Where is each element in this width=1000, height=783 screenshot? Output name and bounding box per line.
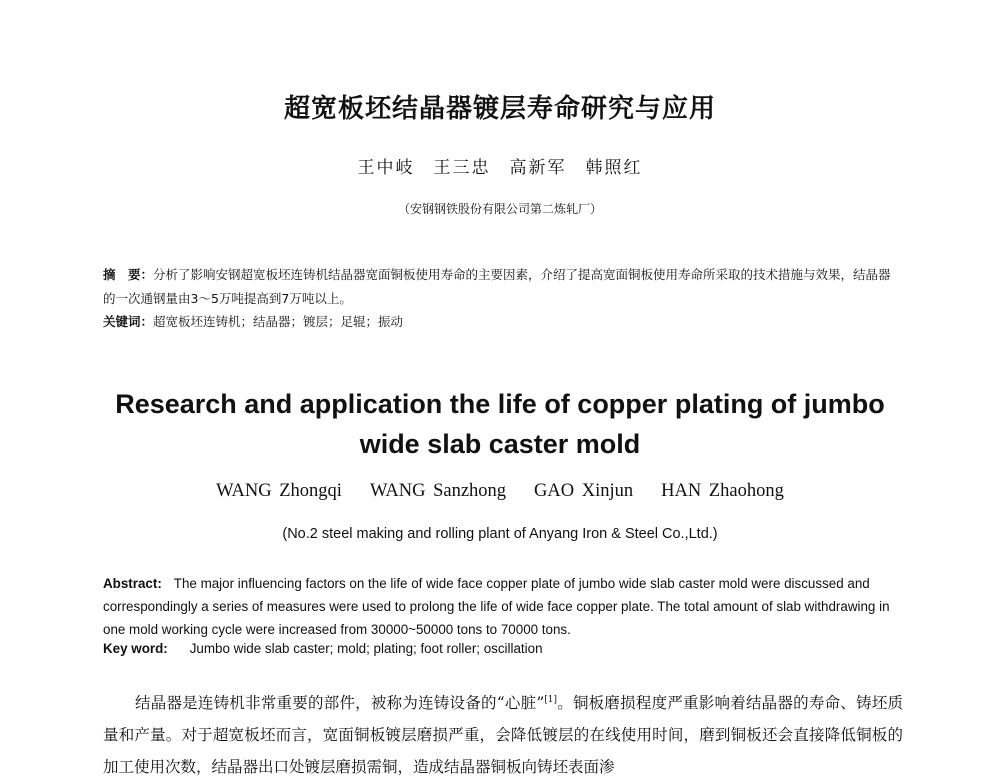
author-name: WANG Sanzhong (369, 481, 507, 501)
english-keywords-text: Jumbo wide slab caster; mold; plating; foot roller; oscillation (189, 641, 543, 656)
chinese-abstract-label: 摘 要： (103, 267, 154, 282)
author-name: HAN Zhaohong (661, 481, 784, 501)
chinese-affiliation: （安钢钢铁股份有限公司第二炼轧厂） (397, 202, 602, 216)
author-name: GAO Xinjun (534, 481, 634, 501)
body-text-start: 结晶器是连铸机非常重要的部件，被称为连铸设备的“心脏” (135, 694, 545, 713)
chinese-abstract (103, 263, 903, 311)
english-title: Research and application the life of copper plating of jumbo wide slab caster mold (115, 389, 885, 459)
chinese-keywords-label: 关键词： (103, 314, 154, 329)
author-name: WANG Zhongqi (216, 481, 342, 501)
english-abstract-label: Abstract: (103, 576, 162, 591)
chinese-title: 超宽板坯结晶器镀层寿命研究与应用 (283, 94, 716, 124)
chinese-keywords-text: 超宽板坯连铸机；结晶器；镀层；足辊；振动 (153, 314, 404, 329)
english-keywords-label: Key word: (103, 641, 168, 656)
chinese-authors: 王中岐 王三忠 高新军 韩照红 (357, 158, 643, 178)
english-abstract-text: The major influencing factors on the life of wide face copper plate of jumbo wide slab caster mold were discussed and correspondingly a series of measures were used to prolong the life of wide face copper plate. The total amount of slab withdrawing in one mold working cycle were increased from 30000~50000 tons to 70000 tons. (103, 576, 890, 637)
english-authors (0, 481, 1000, 502)
english-keywords (103, 641, 903, 656)
body-paragraph (103, 684, 903, 783)
citation-marker[interactable]: [1] (544, 695, 557, 705)
chinese-keywords (103, 312, 903, 330)
english-affiliation: (No.2 steel making and rolling plant of Anyang Iron & Steel Co.,Ltd.) (282, 526, 718, 542)
chinese-abstract-text: 分析了影响安钢超宽板坯连铸机结晶器宽面铜板使用寿命的主要因素，介绍了提高宽面铜板使用寿命所采取的技术措施与效果，结晶器的一次通钢量由3～5万吨提高到7万吨以上。 (103, 267, 891, 306)
body-text-rest: 。铜板磨损程度严重影响着结晶器的寿命、铸坯质量和产量。对于超宽板坯而言，宽面铜板镀层磨损严重，会降低镀层的在线使用时间，磨到铜板还会直接降低铜板的加工使用次数，结晶器出口处镀层磨损需铜，造成结晶器铜板向铸坯表面渗 (103, 694, 903, 777)
english-abstract (103, 572, 903, 641)
